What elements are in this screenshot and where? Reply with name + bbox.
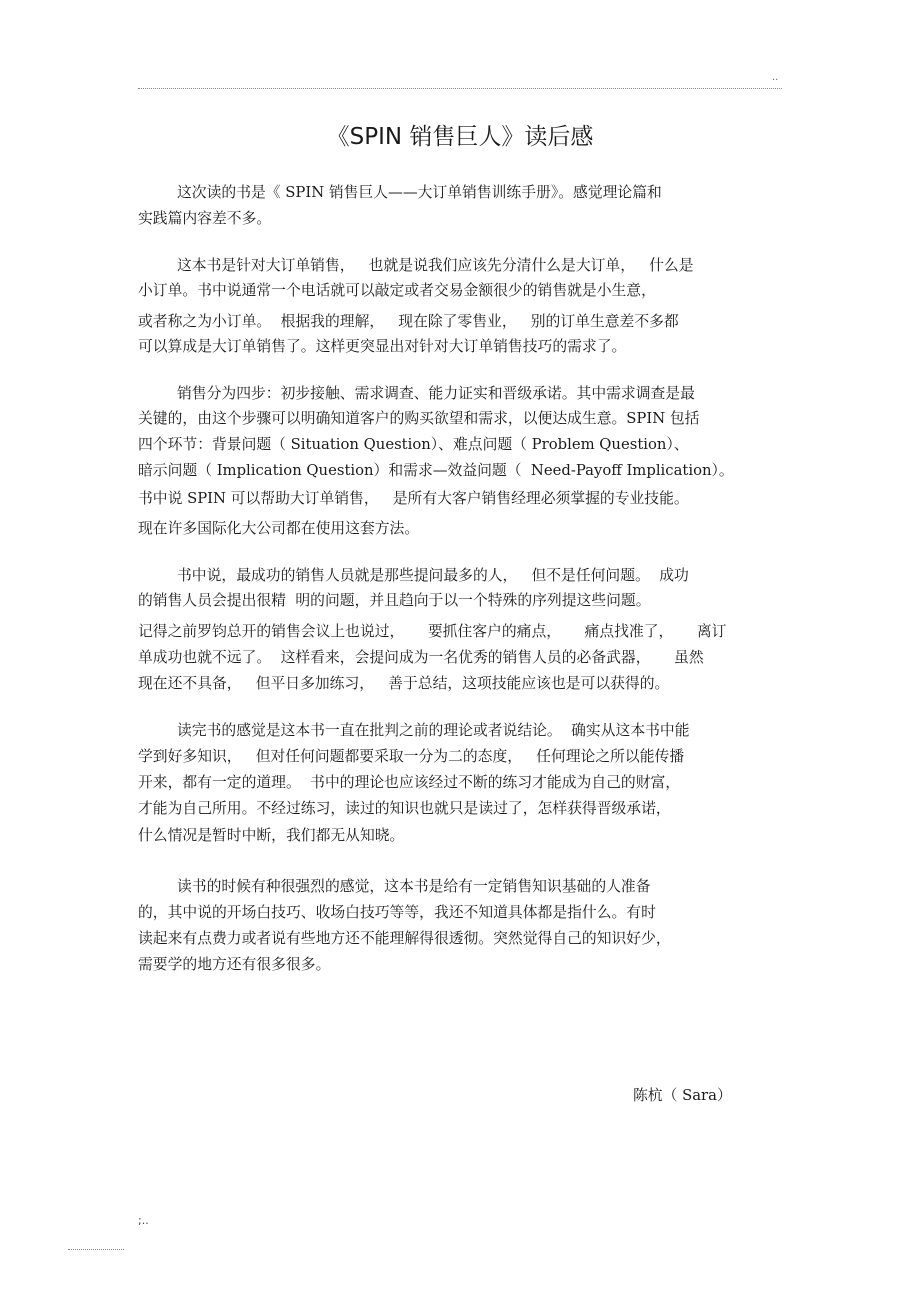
footer-marks: ;.. <box>138 1214 149 1227</box>
paragraph-3-line-4: 暗示问题（ Implication Question）和需求—效益问题（ Need-Payoff Implication）。 <box>138 462 734 479</box>
paragraph-5-line-2: 学到好多知识， 但对任何问题都要采取一分为二的态度， 任何理论之所以能传播 <box>138 748 685 765</box>
paragraph-1-line-2: 实践篇内容差不多。 <box>138 210 272 227</box>
paragraph-4-line-5: 现在还不具备， 但平日多加练习， 善于总结，这项技能应该也是可以获得的。 <box>138 675 670 692</box>
paragraph-2-line-3: 或者称之为小订单。 根据我的理解， 现在除了零售业， 别的订单生意差不多都 <box>138 313 679 330</box>
paragraph-4-line-2: 的销售人员会提出很精 明的问题，并且趋向于以一个特殊的序列提这些问题。 <box>138 592 651 609</box>
paragraph-6-line-1: 读书的时候有种很强烈的感觉，这本书是给有一定销售知识基础的人准备 <box>177 878 651 895</box>
footer-rule <box>68 1249 124 1250</box>
paragraph-3-line-3: 四个环节：背景问题（ Situation Question）、难点问题（ Problem Question）、 <box>138 436 689 453</box>
page-title: 《SPIN 销售巨人》读后感 <box>326 124 594 150</box>
paragraph-3-line-6: 现在许多国际化大公司都在使用这套方法。 <box>138 520 420 537</box>
paragraph-4-line-1: 书中说，最成功的销售人员就是那些提问最多的人， 但不是任何问题。 成功 <box>177 567 689 584</box>
paragraph-5-line-4: 才能为自己所用。不经过练习，读过的知识也就只是读过了，怎样获得晋级承诺， <box>138 800 671 817</box>
paragraph-1-line-1: 这次读的书是《 SPIN 销售巨人——大订单销售训练手册》。感觉理论篇和 <box>177 184 662 201</box>
paragraph-5-line-1: 读完书的感觉是这本书一直在批判之前的理论或者说结论。 确实从这本书中能 <box>177 722 690 739</box>
paragraph-4-line-3: 记得之前罗钧总开的销售会议上也说过， 要抓住客户的痛点， 痛点找准了， 离订 <box>138 623 727 640</box>
paragraph-6-line-3: 读起来有点费力或者说有些地方还不能理解得很透彻。突然觉得自己的知识好少， <box>138 930 671 947</box>
paragraph-5-line-5: 什么情况是暂时中断，我们都无从知晓。 <box>138 827 405 844</box>
paragraph-2-line-2: 小订单。书中说通常一个电话就可以敲定或者交易金额很少的销售就是小生意， <box>138 282 656 299</box>
paragraph-5-line-3: 开来，都有一定的道理。 书中的理论也应该经过不断的练习才能成为自己的财富， <box>138 774 681 791</box>
header-marks: .. <box>772 72 779 83</box>
author-signature: 陈杭（ Sara） <box>633 1087 732 1104</box>
paragraph-3-line-1: 销售分为四步：初步接触、需求调查、能力证实和晋级承诺。其中需求调查是最 <box>177 385 695 402</box>
paragraph-2-line-1: 这本书是针对大订单销售， 也就是说我们应该先分清什么是大订单， 什么是 <box>177 257 694 274</box>
paragraph-6-line-4: 需要学的地方还有很多很多。 <box>138 956 331 973</box>
paragraph-4-line-4: 单成功也就不远了。 这样看来，会提问成为一名优秀的销售人员的必备武器， 虽然 <box>138 649 704 666</box>
paragraph-2-line-4: 可以算成是大订单销售了。这样更突显出对针对大订单销售技巧的需求了。 <box>138 338 627 355</box>
paragraph-6-line-2: 的，其中说的开场白技巧、收场白技巧等等，我还不知道具体都是指什么。有时 <box>138 904 656 921</box>
paragraph-3-line-2: 关键的，由这个步骤可以明确知道客户的购买欲望和需求，以便达成生意。SPIN 包括 <box>138 410 700 427</box>
paragraph-3-line-5: 书中说 SPIN 可以帮助大订单销售， 是所有大客户销售经理必须掌握的专业技能。 <box>138 490 689 507</box>
header-rule <box>138 88 782 89</box>
